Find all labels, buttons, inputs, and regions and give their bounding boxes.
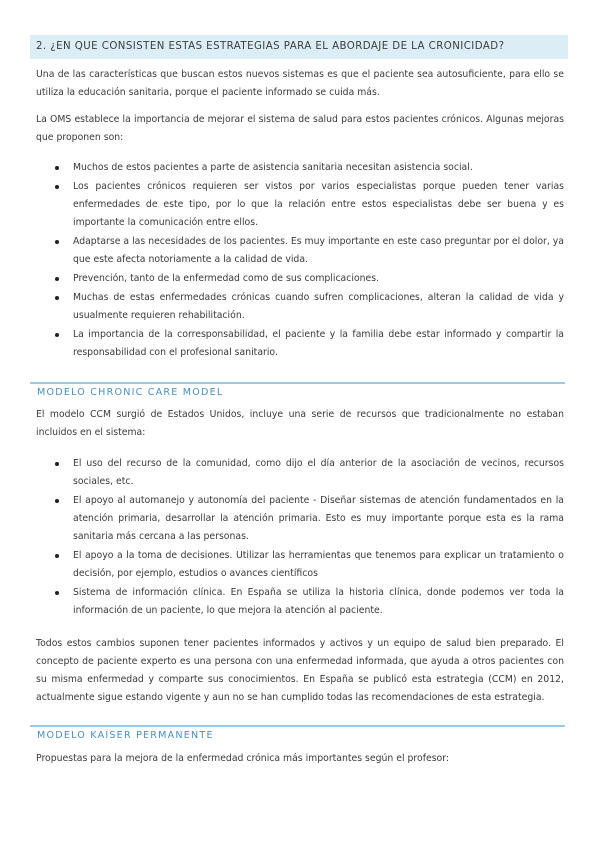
list-item: Muchas de estas enfermedades crónicas cuando sufren complicaciones, alteran la calidad de vida y usualmente requieren rehabilitación. bbox=[36, 289, 564, 325]
ccm-paragraph: El modelo CCM surgió de Estados Unidos, incluye una serie de recursos que tradicionalmente no estaban incluidos en el sistema: bbox=[36, 409, 564, 438]
section-divider bbox=[30, 382, 565, 384]
list-item: La importancia de la corresponsabilidad, el paciente y la familia debe estar informado y compartir la responsabilidad con el profesional sanitario. bbox=[36, 326, 564, 362]
list-item: Los pacientes crónicos requieren ser vistos por varios especialistas porque pueden tener varias enfermedades de este tipo, por lo que la relación entre estos especialistas debe ser buena y es importante la comunicación entre ellos. bbox=[36, 178, 564, 232]
bullet-icon bbox=[55, 591, 59, 595]
ccm-bullet-list bbox=[36, 455, 564, 620]
section-heading: 2. ¿EN QUE CONSISTEN ESTAS ESTRATEGIAS PARA EL ABORDAJE DE LA CRONICIDAD? bbox=[36, 41, 505, 52]
ccm-section-title: MODELO CHRONIC CARE MODEL bbox=[37, 387, 224, 398]
list-item: Sistema de información clínica. En España se utiliza la historia clínica, donde podemos ver toda la información de un paciente, lo que mejora la atención al paciente. bbox=[36, 584, 564, 620]
section-heading-bar bbox=[30, 35, 568, 59]
intro-paragraph: Una de las características que buscan estos nuevos sistemas es que el paciente sea autosuficiente, para ello se utiliza la educación sanitaria, porque el paciente informado se cuida más. bbox=[36, 69, 564, 98]
kaiser-section-title: MODELO KAISER PERMANENTE bbox=[37, 730, 214, 741]
oms-bullet-list bbox=[36, 159, 564, 362]
list-item: Adaptarse a las necesidades de los pacientes. Es muy importante en este caso preguntar por el dolor, ya que este afecta notoriamente a la calidad de vida. bbox=[36, 233, 564, 269]
bullet-icon bbox=[55, 277, 59, 281]
ccm-closing-paragraph: Todos estos cambios suponen tener pacientes informados y activos y un equipo de salud bien preparado. El concepto de paciente experto es una persona con una enfermedad informada, que ayuda a otros pacientes con su misma enfermedad y comparte sus conocimientos. En España se publicó esta estrategia (CCM) en 2012, actualmente sigue estando vigente y aun no se han cumplido todas las recomendaciones de esta estrategia. bbox=[36, 638, 564, 703]
bullet-icon bbox=[55, 333, 59, 337]
bullet-icon bbox=[55, 185, 59, 189]
bullet-icon bbox=[55, 462, 59, 466]
list-item: Muchos de estos pacientes a parte de asistencia sanitaria necesitan asistencia social. bbox=[36, 159, 564, 177]
list-item: Prevención, tanto de la enfermedad como de sus complicaciones. bbox=[36, 270, 564, 288]
list-item: El apoyo al automanejo y autonomía del paciente - Diseñar sistemas de atención fundamentados en la atención primaria, desarrollar la atención primaria. Esto es muy importante porque esta es la rama sanitaria más cercana a las personas. bbox=[36, 492, 564, 546]
bullet-icon bbox=[55, 296, 59, 300]
list-item: El uso del recurso de la comunidad, como dijo el día anterior de la asociación de vecinos, recursos sociales, etc. bbox=[36, 455, 564, 491]
bullet-icon bbox=[55, 166, 59, 170]
section-divider bbox=[30, 725, 565, 727]
bullet-icon bbox=[55, 499, 59, 503]
bullet-icon bbox=[55, 240, 59, 244]
list-item: El apoyo a la toma de decisiones. Utilizar las herramientas que tenemos para explicar un tratamiento o decisión, por ejemplo, estudios o avances científicos bbox=[36, 547, 564, 583]
oms-paragraph: La OMS establece la importancia de mejorar el sistema de salud para estos pacientes crónicos. Algunas mejoras que proponen son: bbox=[36, 114, 564, 143]
kaiser-paragraph: Propuestas para la mejora de la enfermedad crónica más importantes según el profesor: bbox=[36, 753, 450, 764]
bullet-icon bbox=[55, 554, 59, 558]
